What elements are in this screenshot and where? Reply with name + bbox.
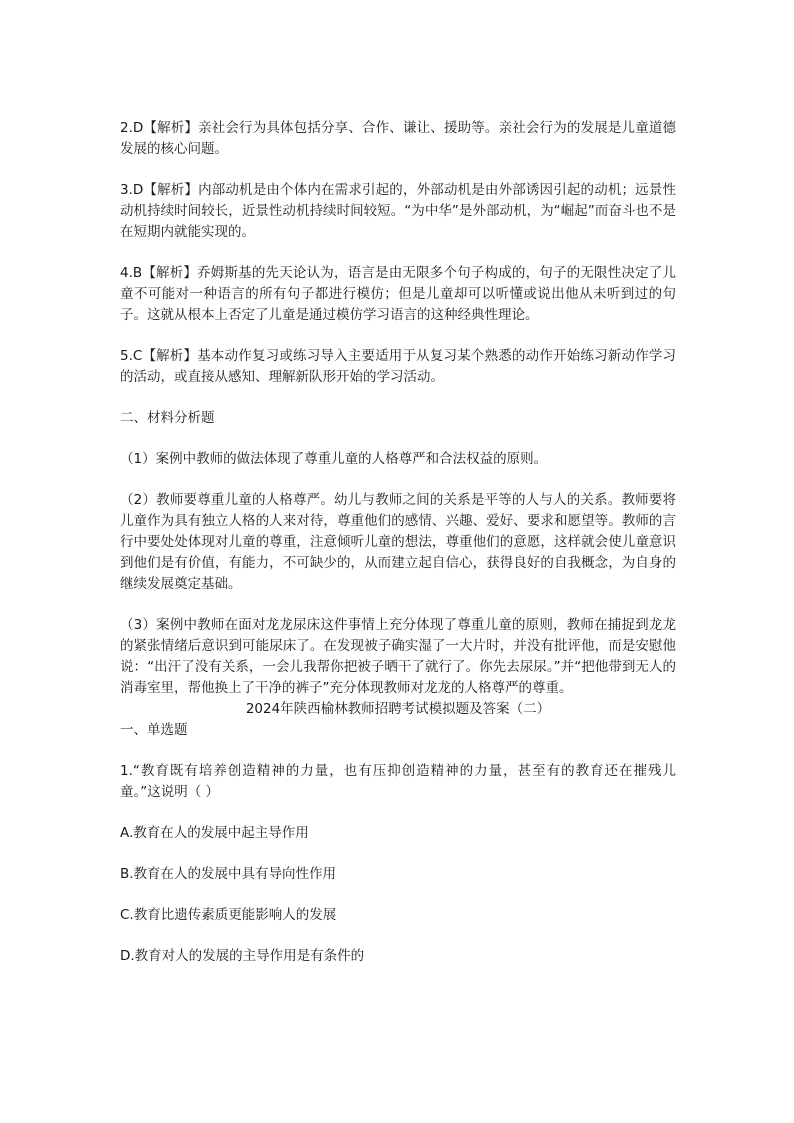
exam-title: 2024年陕西榆林教师招聘考试模拟题及答案（二） <box>245 701 551 717</box>
answer-2-explanation: 2.D【解析】亲社会行为具体包括分享、合作、谦让、援助等。亲社会行为的发展是儿童道德发展的核心问题。 <box>120 120 676 157</box>
answer-5-explanation: 5.C【解析】基本动作复习或练习导入主要适用于从复习某个熟悉的动作开始练习新动作学习的活动，或直接从感知、理解新队形开始的学习活动。 <box>120 348 676 385</box>
section-heading-single-choice: 一、单选题 <box>120 722 188 738</box>
answer-3-explanation: 3.D【解析】内部动机是由个体内在需求引起的，外部动机是由外部诱因引起的动机；远景性动机持续时间较长，近景性动机持续时间较短。“为中华”是外部动机，为“崛起”而奋斗也不是在短期内就能实现的。 <box>120 182 676 240</box>
document-page <box>120 118 676 987</box>
question-1-option-c: C.教育比遗传素质更能影响人的发展 <box>120 907 337 923</box>
question-1-option-b: B.教育在人的发展中具有导向性作用 <box>120 866 337 882</box>
question-1-option-d: D.教育对人的发展的主导作用是有条件的 <box>120 948 365 964</box>
material-answer-2: （2）教师要尊重儿童的人格尊严。幼儿与教师之间的关系是平等的人与人的关系。教师要将儿童作为具有独立人格的人来对待，尊重他们的感情、兴趣、爱好、要求和愿望等。教师的言行中要处处体现对儿童的尊重，注意倾听儿童的想法，尊重他们的意愿，这样就会使儿童意识到他们是有价值，有能力，不可缺少的，从而建立起自信心，获得良好的自我概念，为自身的继续发展奠定基础。 <box>120 492 676 592</box>
material-answer-1: （1）案例中教师的做法体现了尊重儿童的人格尊严和合法权益的原则。 <box>120 451 548 467</box>
material-answer-3: （3）案例中教师在面对龙龙尿床这件事情上充分体现了尊重儿童的原则，教师在捕捉到龙龙的紧张情绪后意识到可能尿床了。在发现被子确实湿了一大片时，并没有批评他，而是安慰他说：“出汗了没有关系，一会儿我帮你把被子晒干了就行了。你先去尿尿。”并“把他带到无人的消毒室里，帮他换上了干净的裤子”充分体现教师对龙龙的人格尊严的尊重。 <box>120 617 676 696</box>
question-1-stem: 1.“教育既有培养创造精神的力量，也有压抑创造精神的力量，甚至有的教育还在摧残儿童。”这说明（ ） <box>120 763 676 800</box>
section-heading-material: 二、材料分析题 <box>120 410 215 426</box>
question-1-option-a: A.教育在人的发展中起主导作用 <box>120 825 309 841</box>
answer-4-explanation: 4.B【解析】乔姆斯基的先天论认为，语言是由无限多个句子构成的，句子的无限性决定了儿童不可能对一种语言的所有句子都进行模仿；但是儿童却可以听懂或说出他从未听到过的句子。这就从根本上否定了儿童是通过模仿学习语言的这种经典性理论。 <box>120 265 676 323</box>
